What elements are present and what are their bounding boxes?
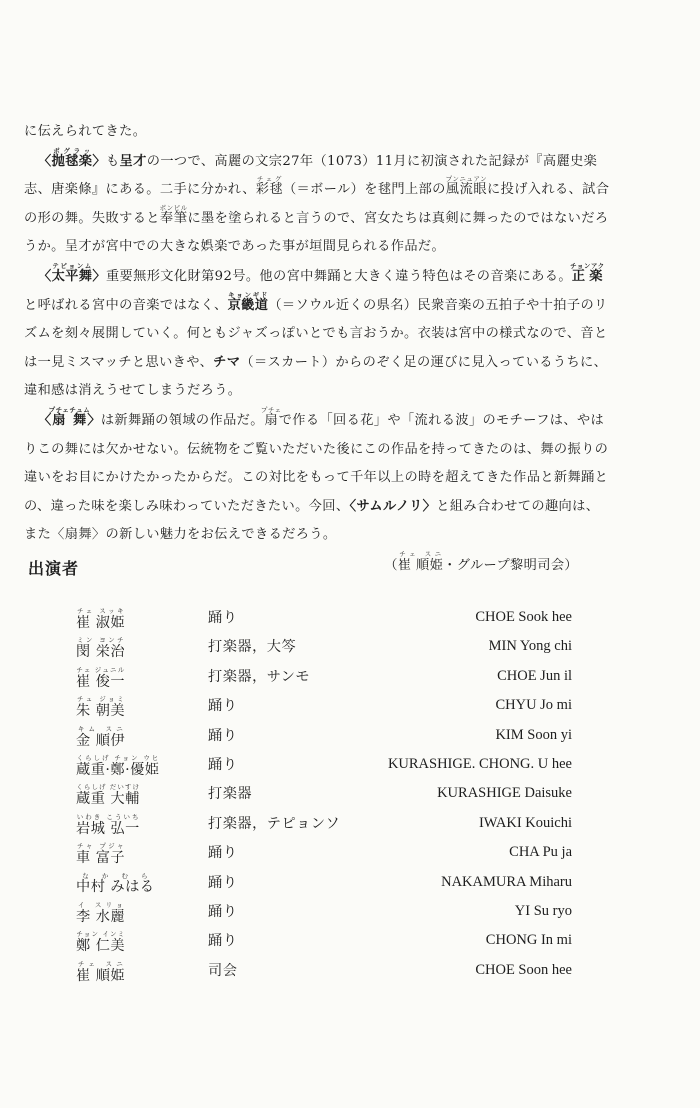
paragraph-pogurak: 〈抛毬楽ポグラッ〉も呈才の一つで、高麗の文宗27年（1073）11月に初演された記録が『高麗史楽志、唐楽條』にある。二手に分かれ、彩毬チェグ（＝ボール）を毬門上部の風流眼プンニュアンに投げ入れる、試合の形の舞。失敗すると奉筆ボンピルに墨を塗られると言うので、宮女たちは真剣に舞ったのではないだろうか。呈才が宮中での大きな娯楽であった事が垣間見られる作品だ。 bbox=[24, 146, 610, 255]
cast-row bbox=[76, 777, 576, 806]
cast-list bbox=[76, 601, 576, 983]
term-jeongjae: 呈才 bbox=[119, 153, 147, 169]
term-chima: チマ bbox=[213, 354, 241, 370]
ruby-bongpil: 奉筆ボンピル bbox=[159, 203, 188, 226]
ruby-chegu: 彩毬チェグ bbox=[255, 175, 283, 198]
author-signature: （崔 順姫チェ スニ・グループ黎明司会） bbox=[384, 549, 578, 573]
program-notes bbox=[24, 118, 612, 581]
cast-name: 岩城 弘一いわき こういち bbox=[76, 812, 140, 837]
cast-roman-name: CHYU Jo mi bbox=[495, 697, 572, 714]
cast-roman-name: YI Su ryo bbox=[514, 902, 572, 919]
cast-roman-name: CHA Pu ja bbox=[509, 844, 572, 861]
cast-name: 中村 みはるなかむら bbox=[76, 871, 155, 895]
cast-role: 打楽器，大笒 bbox=[208, 639, 297, 656]
cast-name: 朱 朝美チュ ジョミ bbox=[76, 695, 126, 720]
cast-roman-name: MIN Yong chi bbox=[488, 638, 572, 655]
cast-role: 司会 bbox=[208, 962, 238, 979]
paragraph-intro-end: に伝えられてきた。 bbox=[24, 124, 147, 139]
cast-row bbox=[76, 689, 576, 718]
work-title-pogurak: 〈抛毬楽ポグラッ〉 bbox=[38, 146, 106, 169]
cast-name: 閔 栄治ミン ヨンチ bbox=[76, 636, 126, 661]
cast-roman-name: KURASHIGE Daisuke bbox=[437, 785, 572, 802]
cast-roman-name: IWAKI Kouichi bbox=[478, 814, 572, 831]
cast-role: 踊り bbox=[208, 845, 238, 862]
cast-row bbox=[76, 660, 576, 689]
cast-name: 鄭 仁美チョン インミ bbox=[76, 930, 126, 955]
cast-name: 蔵重 大輔くらしげ だいすけ bbox=[76, 783, 140, 808]
work-title-taepyeongmu: 〈太平舞テピョンム〉 bbox=[38, 261, 106, 284]
cast-roman-name: CHOE Jun il bbox=[497, 667, 572, 684]
cast-roman-name: CHOE Sook hee bbox=[475, 609, 572, 625]
cast-roman-name: CHOE Soon hee bbox=[475, 961, 572, 978]
cast-row bbox=[76, 719, 576, 748]
cast-role: 踊り bbox=[208, 756, 238, 773]
cast-roman-name: KURASHIGE. CHONG. U hee bbox=[387, 755, 572, 772]
work-title-buchaechum: 〈扇舞プチェチュム〉 bbox=[38, 405, 101, 428]
ref-samulnori: 〈サムルノリ〉 bbox=[349, 498, 437, 514]
cast-role: 踊り bbox=[208, 698, 238, 715]
cast-role: 踊り bbox=[208, 874, 238, 891]
cast-row bbox=[76, 807, 576, 836]
cast-name: 崔 淑姫チェ スッキ bbox=[76, 607, 126, 631]
cast-row bbox=[76, 866, 576, 895]
cast-row bbox=[76, 924, 576, 953]
cast-name: 車 富子チャ プジャ bbox=[76, 842, 126, 867]
cast-name: 崔 順姫チェ スニ bbox=[76, 959, 126, 984]
cast-name: 金 順伊キム スニ bbox=[76, 724, 126, 749]
cast-row bbox=[76, 836, 576, 865]
cast-role: 踊り bbox=[208, 610, 238, 626]
cast-role: 踊り bbox=[208, 727, 238, 744]
cast-row bbox=[76, 601, 576, 630]
cast-role: 踊り bbox=[208, 933, 238, 950]
cast-role: 打楽器，サンモ bbox=[208, 668, 311, 685]
cast-row bbox=[76, 895, 576, 924]
term-gyeonggido: 京畿道キョンギド bbox=[227, 290, 269, 313]
cast-name: 李 水麗イ スリョ bbox=[76, 900, 126, 925]
cast-roman-name: NAKAMURA Miharu bbox=[441, 873, 572, 890]
paragraph-buchaechum: 〈扇舞プチェチュム〉は新舞踊の領域の作品だ。扇プチェで作る「回る花」や「流れる波」のモチーフは、やはりこの舞には欠かせない。伝統物をご覧いただいた後にこの作品を持ってきたのは、舞の振りの違いをお目にかけたかったからだ。この対比をもって千年以上の時を超えてきた作品と新舞踊との、違った味を楽しみ味わっていただきたい。今回、〈サムルノリ〉と組み合わせての趣向は、また〈扇舞〉の新しい魅力をお伝えできるだろう。 bbox=[24, 405, 609, 543]
cast-name: 崔 俊一チェ ジュニル bbox=[76, 665, 126, 690]
cast-role: 打楽器，テピョンソ bbox=[208, 815, 341, 832]
cast-row bbox=[76, 748, 576, 777]
cast-name: 蔵重·鄭·優姫くらしげ チョン ウヒ bbox=[76, 753, 160, 778]
cast-role: 打楽器 bbox=[208, 786, 253, 803]
cast-heading: 出演者 bbox=[28, 559, 80, 578]
cast-row bbox=[76, 954, 576, 983]
ruby-buchae: 扇プチェ bbox=[260, 405, 282, 428]
paragraph-taepyeongmu: 〈太平舞テピョンム〉重要無形文化財第92号。他の宮中舞踊と大きく違う特色はその音楽にある。正楽チョンアクと呼ばれる宮中の音楽ではなく、京畿道キョンギド（＝ソウル近くの県名）民衆音楽の五拍子や十拍子のリズムを刻々展開していく。何ともジャズっぽいとでも言おうか。衣装は宮中の様式なので、音とは一見ミスマッチと思いきや、チマ（＝スカート）からのぞく足の運びに見入っているうちに、違和感は消えうせてしまうだろう。 bbox=[24, 261, 608, 399]
cast-roman-name: CHONG In mi bbox=[485, 932, 572, 949]
cast-row bbox=[76, 630, 576, 659]
ruby-pungnyuan: 風流眼プンニュアン bbox=[445, 175, 488, 198]
cast-role: 踊り bbox=[208, 903, 238, 920]
term-jeongak: 正楽チョンアク bbox=[570, 261, 605, 284]
cast-roman-name: KIM Soon yi bbox=[495, 726, 572, 743]
